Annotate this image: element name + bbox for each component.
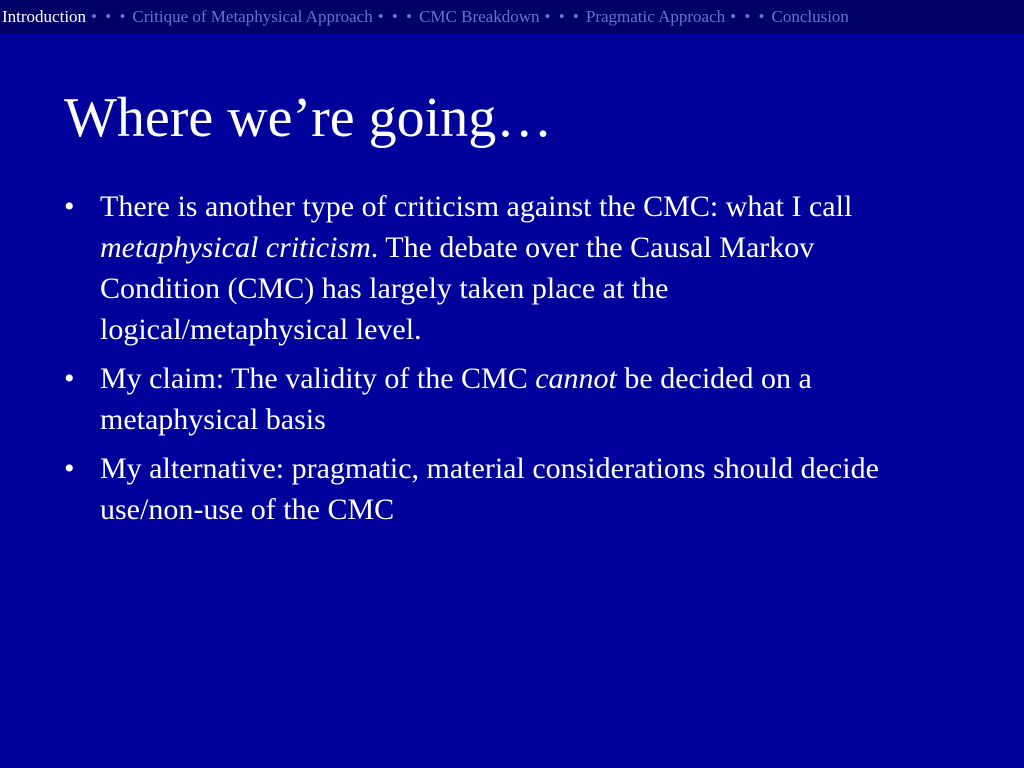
nav-separator: • • •: [91, 7, 128, 26]
bullet-text-part: be decided on a metaphysical basis: [100, 362, 812, 436]
nav-item-introduction[interactable]: Introduction: [2, 7, 87, 26]
bullet-marker: •: [64, 190, 75, 223]
bullet-item: [64, 186, 924, 350]
nav-item-pragmatic-approach[interactable]: Pragmatic Approach: [585, 7, 726, 26]
nav-separator: • • •: [544, 7, 581, 26]
bullet-text: [100, 186, 924, 350]
bullet-text-part: There is another type of criticism against the CMC: what I call: [100, 190, 853, 223]
bullet-marker: •: [64, 362, 75, 395]
bullet-list: [64, 186, 924, 538]
bullet-item: [64, 358, 924, 440]
bullet-item: [64, 448, 924, 530]
bullet-text: [100, 358, 924, 440]
bullet-marker: •: [64, 452, 75, 485]
bullet-text-part: My claim: The validity of the CMC: [100, 362, 536, 395]
nav-separator: • • •: [377, 7, 415, 26]
nav-item-critique-of-metaphysical-approach[interactable]: Critique of Metaphysical Approach: [132, 7, 373, 26]
section-navbar: [0, 0, 1024, 34]
bullet-text: [100, 448, 924, 530]
bullet-emphasis: metaphysical criticism: [100, 231, 371, 264]
nav-item-cmc-breakdown[interactable]: CMC Breakdown: [419, 7, 540, 26]
bullet-emphasis: cannot: [535, 362, 617, 395]
nav-separator: • • •: [730, 7, 767, 26]
slide-title: Where we’re going…: [64, 87, 553, 149]
nav-item-conclusion[interactable]: Conclusion: [771, 7, 849, 26]
bullet-text-part: My alternative: pragmatic, material considerations should decide use/non-use of the CMC: [100, 452, 879, 526]
bullet-text-part: . The debate over the Causal Markov Condition (CMC) has largely taken place at the logical/metaphysical level.: [100, 231, 815, 346]
